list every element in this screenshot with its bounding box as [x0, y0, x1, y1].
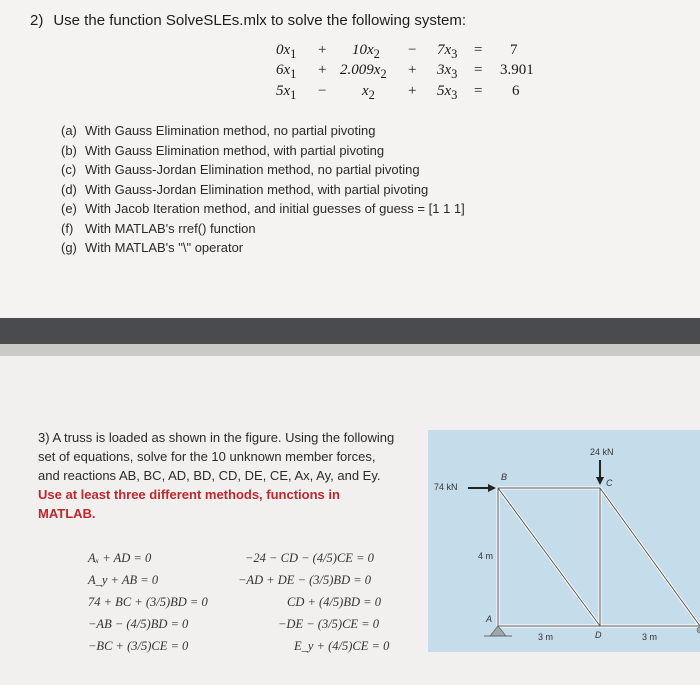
option-d: (d) With Gauss-Jordan Elimination method, with partial pivoting — [61, 181, 429, 197]
eq2-op1: + — [318, 62, 327, 78]
option-c: (c) With Gauss-Jordan Elimination method, no partial pivoting — [61, 162, 420, 177]
q2-number: 2) — [30, 12, 44, 29]
eq3-b: $x_2$ — [362, 83, 375, 102]
eq3-a: $5x_1$ — [276, 83, 297, 102]
eq3-eq: = — [474, 83, 483, 99]
right-eq-1: −24 − CD − (4/5)CE = 0 — [245, 551, 374, 565]
option-e: (e) With Jacob Iteration method, and initial guesses of guess = [1 1 1] — [61, 201, 465, 216]
eq1-op1: + — [318, 42, 327, 58]
load-74-label: 74 kN — [434, 482, 458, 492]
eq1-c: $7x_3$ — [437, 42, 458, 61]
node-a-label: A — [486, 614, 493, 624]
left-eq-1: Aₓ + AD = 0 — [88, 551, 152, 565]
right-eq-5: E_y + (4/5)CE = 0 — [294, 639, 390, 653]
q3-emphasis: Use at least three different methods, functions in MATLAB. — [38, 487, 340, 521]
option-a: (a) With Gauss Elimination method, no partial pivoting — [61, 123, 376, 138]
q3-text — [38, 428, 398, 523]
member-ce-line — [600, 488, 700, 626]
left-eq-5: −BC + (3/5)CE = 0 — [88, 639, 189, 653]
right-eq-4: −DE − (3/5)CE = 0 — [278, 617, 379, 631]
eq2-b: $2.009x_2$ — [340, 62, 387, 81]
eq3-op1: − — [318, 83, 327, 99]
eq1-rhs: 7 — [510, 42, 518, 58]
q2-title-text: Use the function SolveSLEs.mlx to solve the following system: — [53, 12, 467, 29]
divider-band — [0, 318, 700, 344]
member-bd-line — [498, 488, 600, 626]
node-c-label: C — [606, 478, 613, 488]
q2-title — [30, 12, 466, 29]
truss-diagram — [428, 430, 700, 652]
node-b-label: B — [501, 472, 508, 482]
eq2-a: $6x_1$ — [276, 62, 297, 81]
load-24-label: 24 kN — [590, 447, 614, 457]
left-eq-2: A_y + AB = 0 — [88, 573, 159, 587]
right-eq-2: −AD + DE − (3/5)BD = 0 — [238, 573, 372, 587]
eq3-op2: + — [408, 83, 417, 99]
question-2-section — [0, 0, 700, 318]
load-74-arrowhead — [488, 484, 496, 492]
option-b: (b) With Gauss Elimination method, with partial pivoting — [61, 142, 385, 158]
eq2-rhs: 3.901 — [500, 62, 534, 78]
eq1-eq: = — [474, 42, 483, 58]
left-eq-4: −AB − (4/5)BD = 0 — [88, 617, 189, 631]
truss-svg — [428, 430, 700, 652]
height-label: 4 m — [478, 551, 494, 561]
load-24-arrowhead — [596, 477, 604, 485]
node-d-label: D — [595, 630, 602, 640]
q2-options — [61, 121, 465, 258]
span1-label: 3 m — [538, 632, 554, 642]
eq1-a: $0x_1$ — [276, 42, 297, 61]
right-eq-3: CD + (4/5)BD = 0 — [287, 595, 381, 609]
eq1-op2: − — [408, 42, 417, 58]
eq2-op2: + — [408, 62, 417, 78]
option-f: (f) With MATLAB's rref() function — [61, 220, 256, 236]
left-eq-3: 74 + BC + (3/5)BD = 0 — [88, 595, 208, 609]
eq3-c: $5x_3$ — [437, 83, 458, 102]
option-g: (g) With MATLAB's "\" operator — [61, 240, 244, 255]
divider-gap — [0, 344, 700, 356]
span2-label: 3 m — [642, 632, 658, 642]
q3-description: A truss is loaded as shown in the figure. Using the following set of equations, solve for the 10 unknown member forces, and reactions AB, BC, AD, BD, CD, DE, CE, Ax, Ay, and Ey. — [38, 430, 395, 483]
eq3-rhs: 6 — [512, 83, 520, 99]
eq2-eq: = — [474, 62, 483, 78]
eq2-c: $3x_3$ — [437, 62, 458, 81]
eq1-b: $10x_2$ — [352, 42, 380, 61]
q3-number: 3) — [38, 430, 50, 445]
